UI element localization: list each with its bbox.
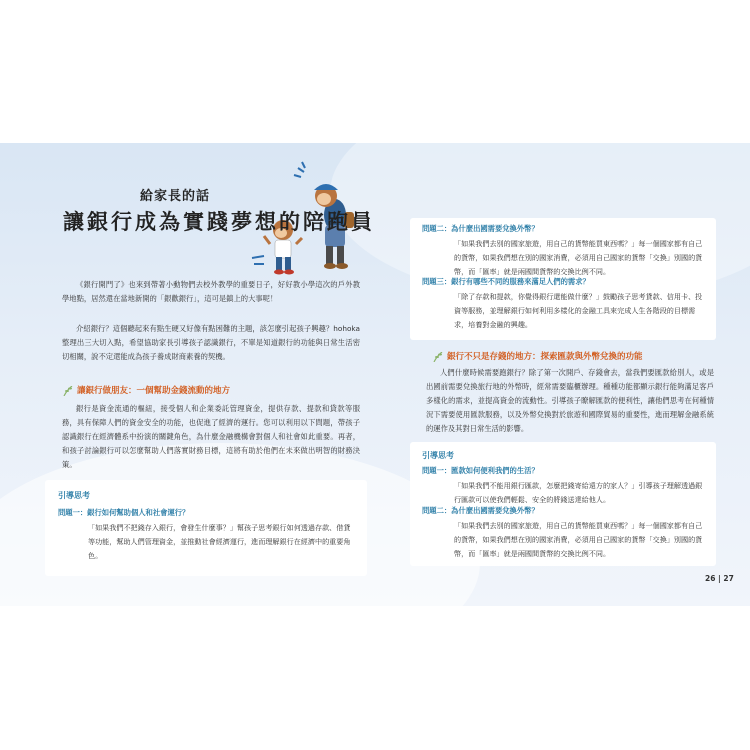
question-title: 問題二：為什麼出國需要兌換外幣？ bbox=[422, 224, 539, 233]
page-numbers: 26 | 27 bbox=[705, 574, 734, 583]
question-title: 問題二：為什麼出國需要兌換外幣？ bbox=[422, 506, 539, 515]
section-title-right-text: 銀行不只是存錢的地方：探索匯款與外幣兌換的功能 bbox=[447, 352, 643, 362]
section-body-left: 銀行是資金流通的樞紐，接受個人和企業委託管理資金，提供存款、提款和貸款等服務，具有保障人們的資金安全的功能，也促進了經濟的運行。您可以利用以下問題，帶孩子認識銀行在經濟體系中扮演的關鍵角色，為什麼金融機構會對個人和社會如此重要。再者，和孩子討論銀行可以怎麼幫助人們落實財務目標，這將有助於他們在未來做出明智的財務決策。 bbox=[62, 404, 360, 469]
intro-paragraph: 《銀行開門了》也來到帶著小動物們去校外教學的重要日子，好好教小學這次的戶外教學地點，居然還在當地新開的「銀歡銀行」，這可是鎮上的大事呢！ bbox=[62, 280, 360, 303]
section-body-right: 人們什麼時候需要跑銀行？除了第一次開戶、存錢會去，當我們要匯款給別人，或是出國前需要兌換旅行地的外幣時，經常需要臨櫃辦理。種種功能都顯示銀行能夠滿足客戶多樣化的需求，並提高資金的流動性。引導孩子瞭解匯款的便利性，讓他們思考在何種情況下需要使用匯款服務，以及外幣兌換對於旅遊和國際貿易的重要性，進而理解金融系統的運作及其對日常生活的影響。 bbox=[426, 368, 714, 433]
question-title: 問題三：銀行有哪些不同的服務來滿足人們的需求？ bbox=[422, 277, 590, 286]
question-text: 「如果我們不把錢存入銀行，會發生什麼事？」幫孩子思考銀行如何透過存款、借貸等功能，幫助人們管理資金，並推動社會經濟運行，進而理解銀行在經濟中的重要角色。 bbox=[88, 523, 351, 560]
sprig-icon bbox=[62, 386, 74, 396]
section-title-right bbox=[432, 350, 722, 362]
question-text: 「除了存款和提款，你覺得銀行還能做什麼？」鼓勵孩子思考貸款、信用卡、投資等服務，並理解銀行如何利用多樣化的金融工具來完成人生各階段的目標需求，培養對金融的興趣。 bbox=[454, 292, 703, 329]
question-title: 問題一：匯款如何便利我們的生活？ bbox=[422, 466, 539, 475]
guide-box-heading: 引導思考 bbox=[58, 491, 90, 500]
page-headline: 讓銀行成為實踐夢想的陪跑員 bbox=[63, 210, 375, 234]
kicker-title: 給家長的話 bbox=[140, 189, 211, 204]
question-title: 問題一：銀行如何幫助個人和社會運行？ bbox=[58, 508, 190, 517]
section-title-left bbox=[62, 384, 362, 396]
intro-paragraph-2: 介紹銀行？這個聽起來有點生硬又好像有點困難的主題，該怎麼引起孩子興趣？hohoka 整理出三大切入點，希望協助家長引導孩子認識銀行，不單是知道銀行的功能與日常生活密切相關，說不定還能成為孩子養成財商素養的契機。 bbox=[62, 324, 360, 361]
guide-box-right-bottom bbox=[410, 442, 716, 566]
question-text: 「如果我們去別的國家旅遊，用自己的貨幣能買東西嗎？」每一個國家都有自己的貨幣，如果我們想在別的國家消費，必須用自己國家的貨幣「交換」別國的貨幣，而「匯率」就是兩國間貨幣的交換比例不同。 bbox=[454, 521, 703, 558]
guide-box-left bbox=[45, 480, 367, 576]
guide-box-right-top bbox=[410, 218, 716, 340]
question-text: 「如果我們去別的國家旅遊，用自己的貨幣能買東西嗎？」每一個國家都有自己的貨幣，如果我們想在別的國家消費，必須用自己國家的貨幣「交換」別國的貨幣，而「匯率」就是兩國間貨幣的交換比例不同。 bbox=[454, 239, 703, 276]
question-text: 「如果我們不能用銀行匯款，怎麼把錢寄給遠方的家人？」引導孩子理解透過銀行匯款可以使我們輕鬆、安全的將錢送達給他人。 bbox=[454, 481, 703, 504]
guide-box-heading: 引導思考 bbox=[422, 451, 454, 460]
section-title-left-text: 讓銀行做朋友：一個幫助金錢流動的地方 bbox=[77, 386, 231, 396]
sprig-icon bbox=[432, 352, 444, 362]
